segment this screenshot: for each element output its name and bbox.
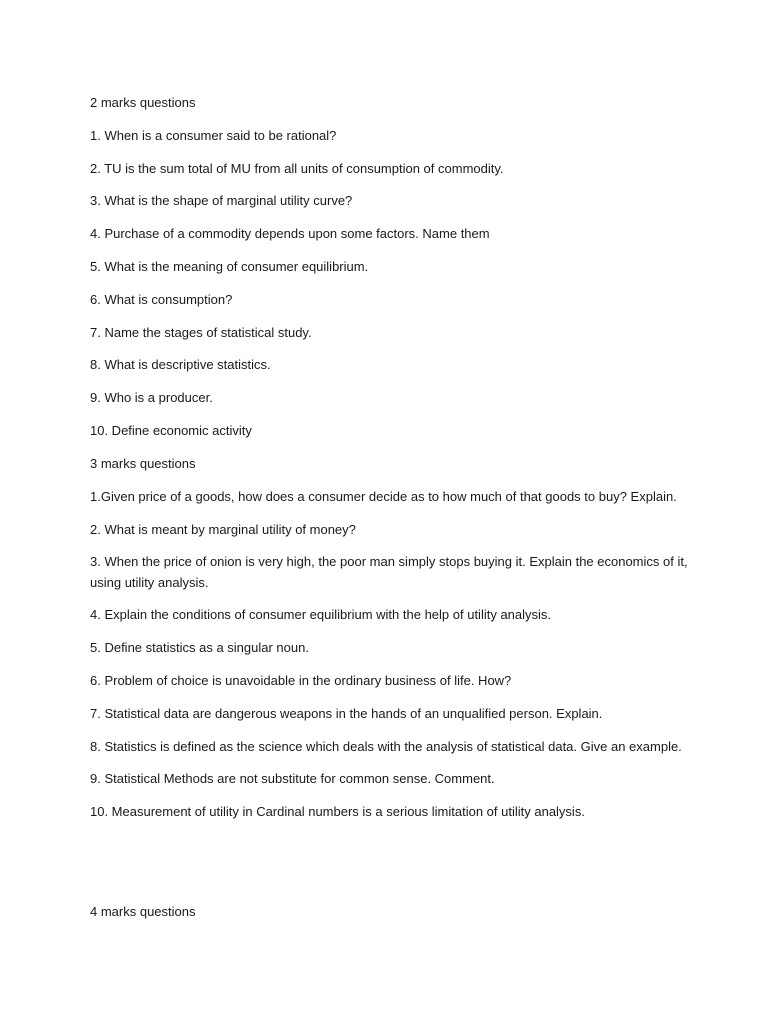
section-heading-2-marks: 2 marks questions — [90, 95, 196, 110]
question-item: 10. Measurement of utility in Cardinal numbers is a serious limitation of utility analysis. — [90, 804, 585, 819]
question-item: 5. Define statistics as a singular noun. — [90, 640, 309, 655]
section-heading-3-marks: 3 marks questions — [90, 456, 196, 471]
question-item: 6. Problem of choice is unavoidable in the ordinary business of life. How? — [90, 673, 512, 688]
section-heading-4-marks: 4 marks questions — [90, 904, 196, 919]
question-item: 3. What is the shape of marginal utility curve? — [90, 193, 353, 208]
question-item: 8. What is descriptive statistics. — [90, 357, 271, 372]
question-item: 7. Name the stages of statistical study. — [90, 325, 312, 340]
question-item: 2. TU is the sum total of MU from all units of consumption of commodity. — [90, 161, 504, 176]
question-item: 4. Purchase of a commodity depends upon some factors. Name them — [90, 226, 490, 241]
question-item: 8. Statistics is defined as the science which deals with the analysis of statistical data. Give an example. — [90, 739, 682, 754]
question-item: 3. When the price of onion is very high, the poor man simply stops buying it. Explain the economics of it, using utility analysis. — [90, 554, 688, 590]
question-item: 5. What is the meaning of consumer equilibrium. — [90, 259, 369, 274]
question-item: 10. Define economic activity — [90, 423, 252, 438]
question-item: 9. Statistical Methods are not substitute for common sense. Comment. — [90, 771, 495, 786]
question-item: 7. Statistical data are dangerous weapons in the hands of an unqualified person. Explain. — [90, 706, 603, 721]
question-item: 4. Explain the conditions of consumer equilibrium with the help of utility analysis. — [90, 607, 552, 622]
question-item: 1.Given price of a goods, how does a consumer decide as to how much of that goods to buy? Explain. — [90, 489, 677, 504]
question-item: 2. What is meant by marginal utility of money? — [90, 522, 356, 537]
question-item: 6. What is consumption? — [90, 292, 233, 307]
question-item: 1. When is a consumer said to be rational? — [90, 128, 337, 143]
question-item: 9. Who is a producer. — [90, 390, 213, 405]
